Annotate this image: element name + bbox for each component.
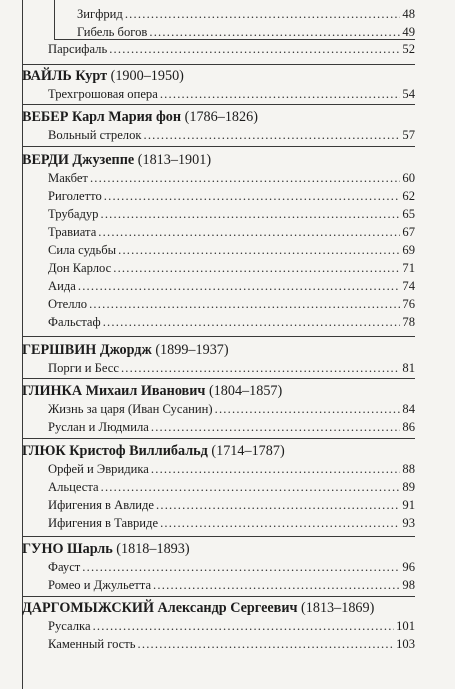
leader-dots bbox=[215, 401, 401, 417]
toc-entry[interactable] bbox=[48, 296, 415, 312]
toc-entry[interactable] bbox=[77, 6, 415, 22]
composer-heading bbox=[22, 341, 229, 359]
composer-years: (1813–1901) bbox=[137, 152, 212, 168]
entry-rule bbox=[54, 39, 415, 40]
toc-entry-page: 96 bbox=[402, 560, 415, 574]
toc-entry[interactable] bbox=[48, 260, 415, 276]
section-rule bbox=[22, 336, 415, 337]
toc-entry-title: Русалка bbox=[48, 619, 91, 633]
leader-dots bbox=[149, 24, 400, 40]
composer-heading bbox=[22, 108, 258, 126]
composer-name: ДАРГОМЫЖСКИЙ Александр Сергеевич bbox=[22, 600, 298, 616]
leader-dots bbox=[118, 242, 400, 258]
leader-dots bbox=[151, 419, 401, 435]
toc-entry-page: 65 bbox=[402, 207, 415, 221]
toc-entry-title: Трубадур bbox=[48, 207, 99, 221]
composer-heading bbox=[22, 382, 282, 400]
toc-entry-page: 54 bbox=[402, 87, 415, 101]
leader-dots bbox=[151, 461, 401, 477]
toc-entry-title: Макбет bbox=[48, 171, 88, 185]
toc-entry-title: Зигфрид bbox=[77, 7, 123, 21]
toc-entry-title: Риголетто bbox=[48, 189, 102, 203]
toc-entry-title: Каменный гость bbox=[48, 637, 136, 651]
toc-entry-page: 93 bbox=[402, 516, 415, 530]
toc-entry-page: 60 bbox=[402, 171, 415, 185]
toc-entry-title: Отелло bbox=[48, 297, 88, 311]
toc-entry-page: 49 bbox=[402, 25, 415, 39]
composer-years: (1804–1857) bbox=[208, 383, 283, 399]
toc-entry-title: Сила судьбы bbox=[48, 243, 117, 257]
toc-entry-page: 78 bbox=[402, 315, 415, 329]
composer-name: ГЕРШВИН Джордж bbox=[22, 342, 152, 358]
toc-entry-title: Фальстаф bbox=[48, 315, 101, 329]
toc-entry[interactable] bbox=[48, 618, 415, 634]
toc-entry[interactable] bbox=[48, 360, 415, 376]
leader-dots bbox=[153, 577, 400, 593]
toc-entry-page: 69 bbox=[402, 243, 415, 257]
section-rule bbox=[22, 378, 415, 379]
toc-entry-page: 74 bbox=[402, 279, 415, 293]
leader-dots bbox=[93, 618, 395, 634]
toc-entry[interactable] bbox=[48, 41, 415, 57]
toc-entry[interactable] bbox=[48, 515, 415, 531]
leader-dots bbox=[109, 41, 400, 57]
leader-dots bbox=[125, 6, 401, 22]
composer-heading bbox=[22, 151, 211, 169]
toc-entry-page: 67 bbox=[402, 225, 415, 239]
section-rule bbox=[22, 438, 415, 439]
toc-entry-title: Аида bbox=[48, 279, 76, 293]
leader-dots bbox=[82, 559, 400, 575]
composer-years: (1714–1787) bbox=[211, 443, 285, 459]
composer-heading bbox=[22, 67, 184, 85]
section-rule bbox=[22, 596, 415, 597]
toc-entry-page: 91 bbox=[402, 498, 415, 512]
toc-entry-title: Ромео и Джульетта bbox=[48, 578, 152, 592]
toc-entry-page: 98 bbox=[402, 578, 415, 592]
toc-entry-title: Порги и Бесс bbox=[48, 361, 119, 375]
toc-entry[interactable] bbox=[48, 314, 415, 330]
toc-entry-page: 76 bbox=[402, 297, 415, 311]
leader-dots bbox=[78, 278, 401, 294]
toc-entry-page: 84 bbox=[402, 402, 415, 416]
section-bracket bbox=[22, 0, 23, 64]
composer-name: ВЕБЕР Карл Мария фон bbox=[22, 109, 182, 125]
toc-entry-title: Парсифаль bbox=[48, 42, 108, 56]
composer-heading bbox=[22, 540, 190, 558]
leader-dots bbox=[121, 360, 400, 376]
section-rule bbox=[22, 104, 415, 105]
toc-entry-title: Дон Карлос bbox=[48, 261, 112, 275]
section-rule bbox=[22, 64, 415, 65]
toc-entry-page: 81 bbox=[402, 361, 415, 375]
toc-entry-title: Фауст bbox=[48, 560, 81, 574]
leader-dots bbox=[90, 170, 400, 186]
toc-entry[interactable] bbox=[48, 242, 415, 258]
toc-entry-page: 62 bbox=[402, 189, 415, 203]
toc-entry[interactable] bbox=[48, 497, 415, 513]
toc-entry[interactable] bbox=[48, 401, 415, 417]
toc-entry[interactable] bbox=[48, 419, 415, 435]
toc-entry[interactable] bbox=[48, 170, 415, 186]
section-rule bbox=[22, 536, 415, 537]
leader-dots bbox=[113, 260, 400, 276]
composer-name: ВАЙЛЬ Курт bbox=[22, 68, 108, 84]
leader-dots bbox=[160, 515, 400, 531]
toc-entry-title: Травиата bbox=[48, 225, 97, 239]
toc-entry-title: Ифигения в Авлиде bbox=[48, 498, 154, 512]
toc-entry-page: 52 bbox=[402, 42, 415, 56]
toc-entry-page: 101 bbox=[396, 619, 415, 633]
composer-name: ГЛИНКА Михаил Иванович bbox=[22, 383, 206, 399]
composer-name: ГЛЮК Кристоф Виллибальд bbox=[22, 443, 208, 459]
composer-heading bbox=[22, 442, 285, 460]
composer-years: (1818–1893) bbox=[116, 541, 190, 557]
composer-years: (1899–1937) bbox=[155, 342, 229, 358]
toc-entry[interactable] bbox=[48, 278, 415, 294]
toc-entry[interactable] bbox=[48, 206, 415, 222]
toc-entry[interactable] bbox=[48, 479, 415, 495]
toc-entry-page: 103 bbox=[396, 637, 415, 651]
toc-entry[interactable] bbox=[48, 86, 415, 102]
leader-dots bbox=[156, 497, 400, 513]
toc-entry-title: Альцеста bbox=[48, 480, 99, 494]
toc-entry[interactable] bbox=[48, 577, 415, 593]
leader-dots bbox=[98, 224, 400, 240]
subsection-bracket bbox=[54, 0, 55, 39]
toc-entry-title: Орфей и Эвридика bbox=[48, 462, 149, 476]
toc-entry[interactable] bbox=[48, 127, 415, 143]
toc-entry-page: 48 bbox=[402, 7, 415, 21]
leader-dots bbox=[138, 636, 395, 652]
section-bracket bbox=[22, 146, 23, 336]
toc-entry-page: 57 bbox=[402, 128, 415, 142]
toc-entry-title: Вольный стрелок bbox=[48, 128, 142, 142]
toc-entry[interactable] bbox=[48, 559, 415, 575]
toc-entry[interactable] bbox=[48, 224, 415, 240]
leader-dots bbox=[100, 206, 400, 222]
leader-dots bbox=[143, 127, 400, 143]
leader-dots bbox=[104, 188, 401, 204]
toc-entry[interactable] bbox=[48, 188, 415, 204]
section-rule bbox=[22, 146, 415, 147]
toc-entry-page: 71 bbox=[402, 261, 415, 275]
toc-entry-title: Жизнь за царя (Иван Сусанин) bbox=[48, 402, 213, 416]
composer-years: (1813–1869) bbox=[301, 600, 375, 616]
toc-entry-title: Ифигения в Тавриде bbox=[48, 516, 159, 530]
toc-entry-title: Руслан и Людмила bbox=[48, 420, 149, 434]
composer-heading bbox=[22, 599, 374, 617]
leader-dots bbox=[103, 314, 401, 330]
composer-name: ВЕРДИ Джузеппе bbox=[22, 152, 135, 168]
toc-entry[interactable] bbox=[48, 461, 415, 477]
leader-dots bbox=[160, 86, 401, 102]
composer-years: (1900–1950) bbox=[110, 68, 184, 84]
toc-entry-title: Гибель богов bbox=[77, 25, 148, 39]
toc-entry[interactable] bbox=[77, 24, 415, 40]
toc-entry-page: 89 bbox=[402, 480, 415, 494]
composer-name: ГУНО Шарль bbox=[22, 541, 113, 557]
toc-entry[interactable] bbox=[48, 636, 415, 652]
composer-years: (1786–1826) bbox=[184, 109, 258, 125]
leader-dots bbox=[101, 479, 401, 495]
toc-entry-title: Трехгрошовая опера bbox=[48, 87, 158, 101]
toc-entry-page: 88 bbox=[402, 462, 415, 476]
toc-entry-page: 86 bbox=[402, 420, 415, 434]
leader-dots bbox=[89, 296, 400, 312]
